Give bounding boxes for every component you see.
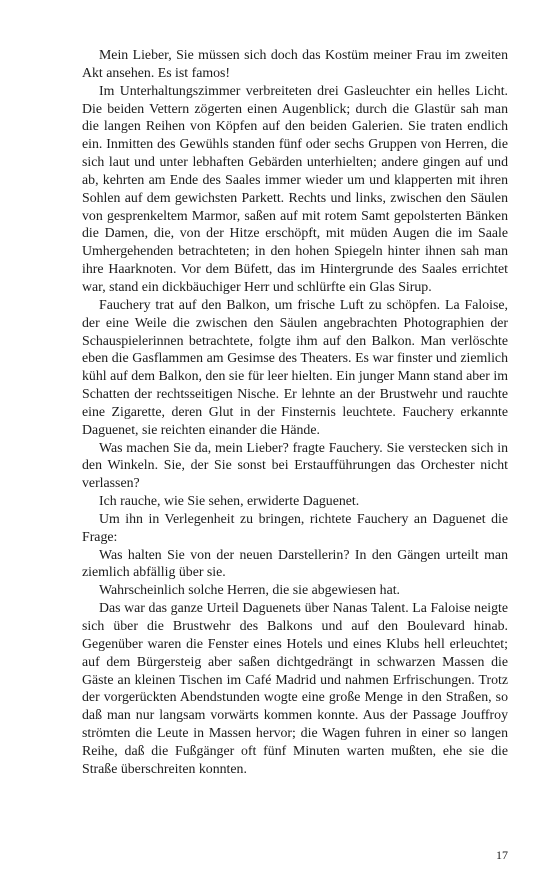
paragraph: Was machen Sie da, mein Lieber? fragte Fauchery. Sie verstecken sich in den Winkeln. Sie, der Sie sonst bei Erstaufführungen das Orchester nicht verlassen? bbox=[82, 439, 508, 491]
paragraph: Das war das ganze Urteil Daguenets über Nanas Talent. La Faloise neigte sich über die Brustwehr des Balkons und auf den Boulevard hinab. Gegenüber waren die Fenster eines Hotels und eines Klubs hell erleuchtet; auf dem Bürgersteig aber saßen dichtgedrängt in schwarzen Massen die Gäste an kleinen Tischen im Café Madrid und nahmen Erfrischungen. Trotz der vorgerückten Abendstunden wogte eine große Menge in den Straßen, so daß man nur langsam vorwärts kommen konnte. Aus der Passage Jouffroy strömten die Leute in Massen hervor; die Wagen fuhren in einer so langen Reihe, daß die Fußgänger oft fünf Minuten warten mußten, ehe sie die Straße überschreiten konnten. bbox=[82, 600, 508, 776]
paragraph: Mein Lieber, Sie müssen sich doch das Kostüm meiner Frau im zweiten Akt ansehen. Es ist famos! bbox=[82, 47, 508, 80]
body-text bbox=[82, 46, 508, 778]
page-number: 17 bbox=[496, 848, 508, 862]
paragraph: Um ihn in Verlegenheit zu bringen, richtete Fauchery an Daguenet die Frage: bbox=[82, 510, 508, 544]
paragraph: Wahrscheinlich solche Herren, die sie abgewiesen hat. bbox=[99, 582, 401, 598]
paragraph: Im Unterhaltungszimmer verbreiteten drei Gasleuchter ein helles Licht. Die beiden Vettern zögerten einen Augenblick; durch die Glastür sah man die langen Reihen von Köpfen auf den beiden Galerien. Sie traten endlich ein. Inmitten des Gewühls standen fünf oder sechs Gruppen von Herren, die sich laut und unter lebhaften Gebärden unterhielten; andere gingen auf und ab, kehrten am Ende des Saales immer wieder um und klapperten mit ihren Sohlen auf dem gewichsten Parkett. Rechts und links, zwischen den Säulen von gesprenkeltem Marmor, saßen auf mit rotem Samt gepolsterten Bänken die Damen, die, von der Hitze erschöpft, mit müden Augen die im Saale Umhergehenden betrachteten; in den hohen Spiegeln hinter ihnen sah man ihre Haarknoten. Vor dem Büfett, das im Hintergrunde des Saales errichtet war, stand ein dickbäuchiger Herr und schlürfte ein Glas Sirup. bbox=[82, 82, 508, 294]
paragraph: Was halten Sie von der neuen Darstellerin? In den Gängen urteilt man ziemlich abfällig über sie. bbox=[82, 546, 508, 580]
paragraph: Fauchery trat auf den Balkon, um frische Luft zu schöpfen. La Faloise, der eine Weile die zwischen den Säulen angebrachten Photographien der Schauspielerinnen betrachtete, folgte ihm auf den Balkon. Man verlöschte eben die Gasflammen am Gesimse des Theaters. Es war finster und ziemlich kühl auf dem Balkon, den sie für leer hielten. Ein junger Mann stand aber im Schatten der rechtsseitigen Nische. Er lehnte an der Brustwehr und rauchte eine Zigarette, deren Glut in der Finsternis leuchtete. Fauchery erkannte Daguenet, sie reichten einander die Hände. bbox=[82, 296, 508, 437]
paragraph: Ich rauche, wie Sie sehen, erwiderte Daguenet. bbox=[99, 493, 360, 509]
